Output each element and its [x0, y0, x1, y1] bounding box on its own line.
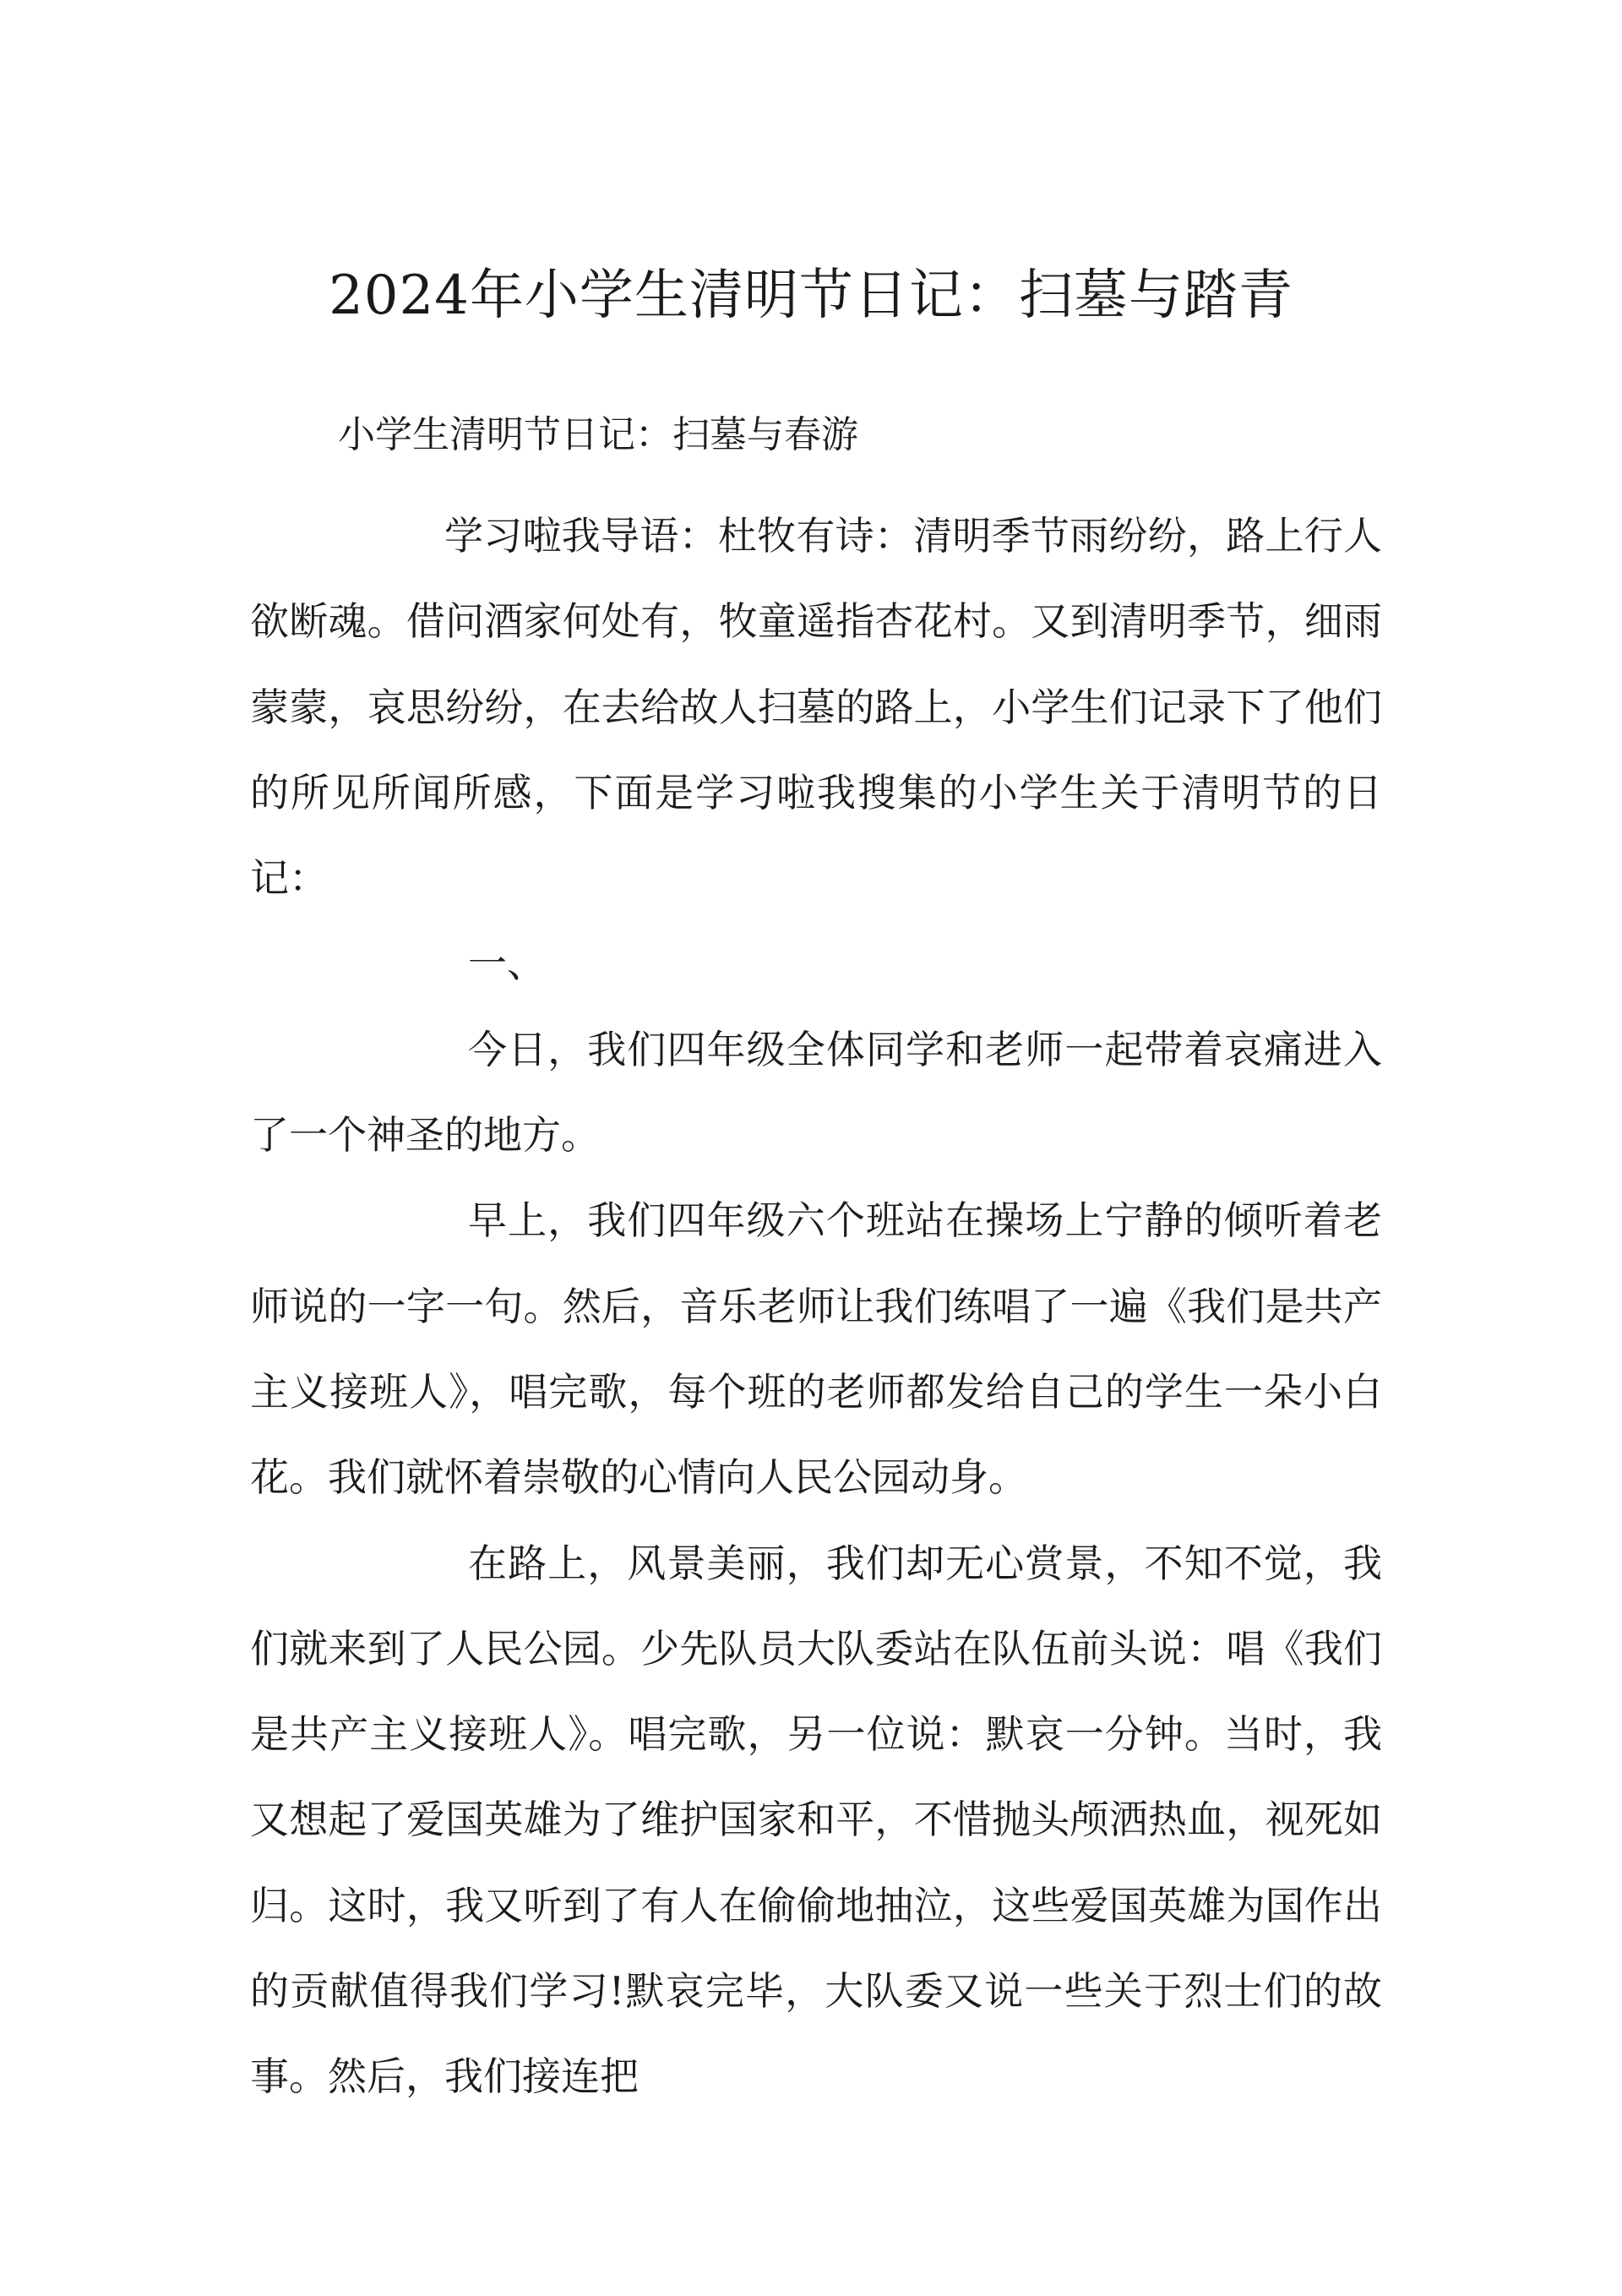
section-number: 一、	[468, 941, 546, 987]
document-subtitle: 小学生清明节日记：扫墓与春游	[338, 413, 858, 456]
body-paragraph: 今日，我们四年级全体同学和老师一起带着哀痛进入了一个神圣的地方。	[250, 1026, 1382, 1159]
body-paragraph: 在路上，风景美丽，我们却无心赏景，不知不觉，我们就来到了人民公园。少先队员大队委站在队伍前头说：唱《我们是共产主义接班人》。唱完歌，另一位说：默哀一分钟。当时，我又想起了爱国英雄为了维护国家和平，不惜抛头颅洒热血，视死如归。这时，我又听到了有人在偷偷地抽泣，这些爱国英雄为国作出的贡献值得我们学习!默哀完毕，大队委又说一些关于烈士们的故事。然后，我们接连把	[250, 1540, 1382, 2100]
document-title: 2024年小学生清明节日记：扫墓与踏青	[329, 265, 1293, 327]
intro-paragraph: 学习啦我导语：杜牧有诗：清明季节雨纷纷，路上行人欲断魂。借问酒家何处有，牧童遥指杏花村。又到清明季节，细雨蒙蒙，哀思纷纷，在去给故人扫墓的路上，小学生们记录下了他们的所见所闻所感，下面是学习啦我搜集的小学生关于清明节的日记：	[250, 513, 1382, 902]
document-body	[250, 494, 1382, 2120]
body-paragraph: 早上，我们四年级六个班站在操场上宁静的倾听着老师说的一字一句。然后，音乐老师让我们练唱了一遍《我们是共产主义接班人》，唱完歌，每个班的老师都发给自己的学生一朵小白花。我们就怀着崇敬的心情向人民公园动身。	[250, 1197, 1382, 1501]
